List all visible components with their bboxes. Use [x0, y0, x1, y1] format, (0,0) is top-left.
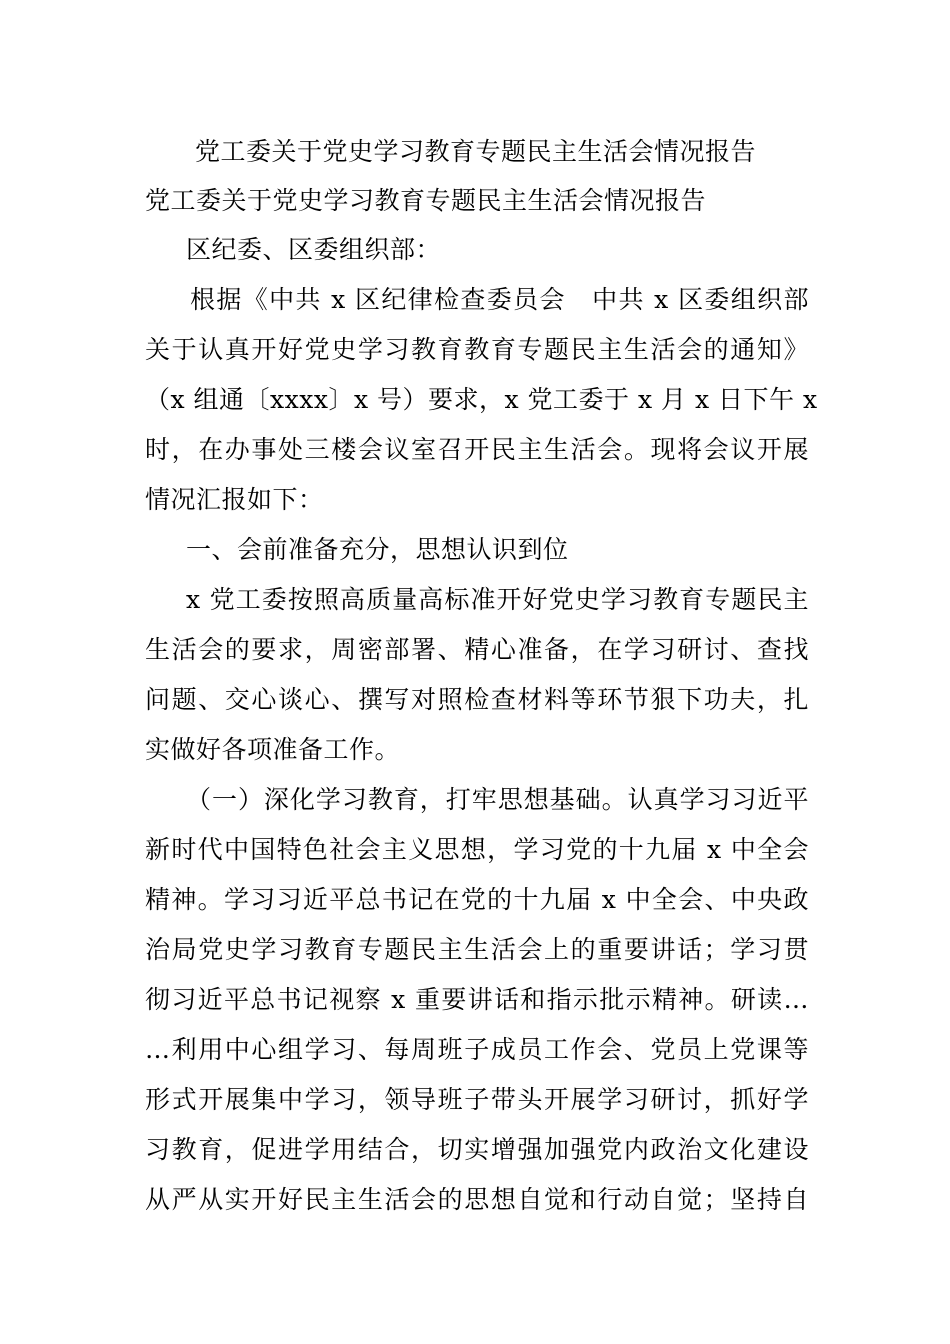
- paragraph-line: 新时代中国特色社会主义思想，学习党的十九届 x 中全会: [145, 835, 809, 864]
- paragraph-line: 问题、交心谈心、撰写对照检查材料等环节狠下功夫，扎: [145, 685, 809, 714]
- paragraph-line: 习教育，促进学用结合，切实增强加强党内政治文化建设: [145, 1135, 809, 1164]
- paragraph-line: 精神。学习习近平总书记在党的十九届 x 中全会、中央政: [145, 885, 809, 914]
- salutation: 区纪委、区委组织部：: [186, 235, 442, 264]
- document-subtitle: 党工委关于党史学习教育专题民主生活会情况报告: [145, 186, 707, 215]
- paragraph-line: 彻习近平总书记视察 x 重要讲话和指示批示精神。研读…: [145, 985, 809, 1014]
- paragraph-line: （一）深化学习教育，打牢思想基础。认真学习习近平: [186, 785, 809, 814]
- paragraph-line: （x 组通〔xxxx〕x 号）要求，x 党工委于 x 月 x 日下午 x: [145, 385, 818, 414]
- paragraph-line: 实做好各项准备工作。: [145, 735, 401, 764]
- paragraph-line: 形式开展集中学习，领导班子带头开展学习研讨，抓好学: [145, 1085, 809, 1114]
- document-title: 党工委关于党史学习教育专题民主生活会情况报告: [195, 137, 757, 166]
- paragraph-line: 根据《中共 x 区纪律检查委员会 中共 x 区委组织部: [190, 285, 809, 314]
- paragraph-line: 生活会的要求，周密部署、精心准备，在学习研讨、查找: [145, 635, 809, 664]
- paragraph-line: 从严从实开好民主生活会的思想自觉和行动自觉；坚持自: [145, 1185, 809, 1214]
- paragraph-line: …利用中心组学习、每周班子成员工作会、党员上党课等: [145, 1035, 809, 1064]
- paragraph-line: x 党工委按照高质量高标准开好党史学习教育专题民主: [186, 585, 809, 614]
- paragraph-line: 关于认真开好党史学习教育教育专题民主生活会的通知》: [145, 335, 809, 364]
- paragraph-line: 治局党史学习教育专题民主生活会上的重要讲话；学习贯: [145, 935, 809, 964]
- paragraph-line: 时，在办事处三楼会议室召开民主生活会。现将会议开展: [145, 435, 809, 464]
- section-heading: 一、会前准备充分，思想认识到位: [186, 535, 569, 564]
- paragraph-line: 情况汇报如下：: [145, 485, 324, 514]
